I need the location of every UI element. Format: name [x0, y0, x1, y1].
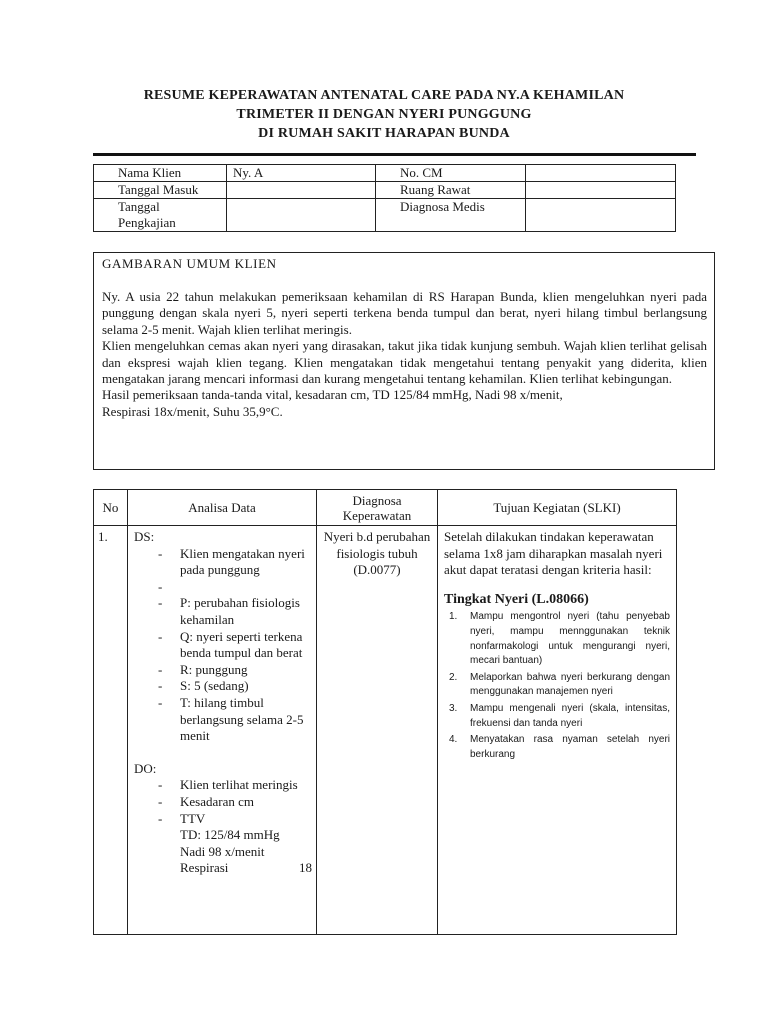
document-title — [0, 86, 768, 143]
nama-klien-label: Nama Klien — [94, 165, 227, 182]
tanggal-pengkajian-label-line-1: Tanggal — [118, 199, 160, 214]
diagnosa-medis-value — [526, 199, 676, 232]
bullet-dash: - — [158, 793, 163, 809]
bullet-dash: - — [158, 777, 163, 793]
gambaran-paragraph-3-line-1: Hasil pemeriksaan tanda-tanda vital, kesadaran cm, TD 125/84 mmHg, Nadi 98 x/menit, — [102, 387, 563, 403]
list-item — [158, 595, 312, 628]
header-no: No — [94, 490, 128, 526]
ds-label: DS: — [134, 529, 155, 544]
tanggal-masuk-value — [227, 182, 376, 199]
kriteria-text: Mampu mengenali nyeri (skala, intensitas, frekuensi dan tanda nyeri — [470, 702, 670, 729]
kriteria-text: Menyatakan rasa nyaman setelah nyeri berkurang — [470, 734, 670, 760]
title-line-2: TRIMETER II DENGAN NYERI PUNGGUNG — [236, 107, 532, 122]
list-item — [444, 671, 670, 700]
header-diagnosa-line-1: Diagnosa — [352, 492, 402, 508]
bullet-dash: - — [158, 810, 163, 826]
gambaran-umum-text — [102, 289, 707, 420]
diagnosa-medis-label: Diagnosa Medis — [376, 199, 526, 232]
kriteria-number: 3. — [449, 702, 458, 714]
ds-item-text: Klien mengatakan nyeri pada punggung — [180, 545, 305, 578]
info-row-1 — [94, 165, 676, 182]
header-diagnosa-line-2: Keperawatan — [342, 507, 412, 523]
ruang-rawat-value — [526, 182, 676, 199]
list-item — [158, 811, 312, 877]
do-item-text: TTV — [180, 810, 206, 826]
list-item — [444, 733, 670, 762]
ds-item-text: Q: nyeri seperti terkena benda tumpul dan berat — [180, 628, 303, 661]
bullet-dash: - — [158, 595, 163, 611]
analisa-header-row — [94, 490, 677, 526]
ruang-rawat-label: Ruang Rawat — [376, 182, 526, 199]
kriteria-list — [444, 610, 670, 762]
ttv-td: TD: 125/84 mmHg — [180, 827, 280, 843]
ttv-respirasi-label: Respirasi — [180, 860, 229, 876]
tanggal-pengkajian-value — [227, 199, 376, 232]
title-line-1: RESUME KEPERAWATAN ANTENATAL CARE PADA NY.A KEHAMILAN — [143, 88, 625, 103]
tujuan-intro: Setelah dilakukan tindakan keperawatan selama 1x8 jam diharapkan masalah nyeri akut dapat teratasi dengan kriteria hasil: — [444, 529, 663, 578]
kriteria-number: 2. — [449, 671, 458, 683]
tanggal-pengkajian-label — [94, 199, 227, 232]
list-item — [158, 695, 312, 745]
ds-list — [134, 546, 312, 745]
kriteria-text: Mampu mengontrol nyeri (tahu penyebab nyeri, mampu mennggunakan teknik nonfarmakologi untuk mengurangi nyeri, mecari bantuan) — [470, 611, 670, 667]
kriteria-number: 1. — [449, 611, 458, 623]
tujuan-cell — [438, 526, 677, 935]
kriteria-text: Melaporkan bahwa nyeri berkurang dengan menggunakan manajemen nyeri — [470, 671, 670, 698]
list-item — [158, 579, 312, 596]
tujuan-subtitle: Tingkat Nyeri (L.08066) — [444, 591, 589, 607]
no-cm-value — [526, 165, 676, 182]
nama-klien-value: Ny. A — [227, 165, 376, 182]
ttv-respirasi-value: 18 — [299, 860, 312, 876]
list-item — [444, 702, 670, 731]
ttv-nadi: Nadi 98 x/menit — [180, 843, 265, 859]
client-info-table — [93, 164, 676, 232]
bullet-dash: - — [158, 694, 163, 710]
ttv-respirasi — [180, 860, 312, 877]
info-row-3 — [94, 199, 676, 232]
do-list — [134, 777, 312, 877]
analisa-row-1 — [94, 526, 677, 935]
gambaran-umum-box — [93, 252, 715, 470]
ds-item-text: T: hilang timbul berlangsung selama 2-5 menit — [180, 694, 304, 744]
tanggal-masuk-label: Tanggal Masuk — [94, 182, 227, 199]
header-diagnosa — [317, 490, 438, 526]
bullet-dash: - — [158, 628, 163, 644]
tanggal-pengkajian-label-line-2: Pengkajian — [118, 215, 176, 230]
bullet-dash: - — [158, 578, 163, 594]
list-item — [158, 777, 312, 794]
bullet-dash: - — [158, 545, 163, 561]
gambaran-umum-heading: GAMBARAN UMUM KLIEN — [102, 256, 277, 271]
list-item — [158, 678, 312, 695]
gambaran-paragraph-1: Ny. A usia 22 tahun melakukan pemeriksaan kehamilan di RS Harapan Bunda, klien mengeluhkan nyeri pada punggung dengan skala nyeri 5, nyeri seperti terkena benda tumpul dan berat, nyeri hilang timbul berlangsung selama 2-5 menit. Wajah klien terlihat meringis. — [102, 289, 707, 337]
list-item — [158, 629, 312, 662]
header-analisa-data: Analisa Data — [128, 490, 317, 526]
analisa-table — [93, 489, 677, 935]
do-item-text: Klien terlihat meringis — [180, 777, 298, 793]
do-label: DO: — [134, 760, 157, 776]
list-item — [158, 662, 312, 679]
gambaran-paragraph-3-line-2: Respirasi 18x/menit, Suhu 35,9°C. — [102, 403, 283, 419]
list-item — [158, 546, 312, 579]
no-cm-label: No. CM — [376, 165, 526, 182]
row-number: 1. — [94, 526, 128, 935]
kriteria-number: 4. — [449, 734, 458, 746]
ds-item-text: P: perubahan fisiologis kehamilan — [180, 595, 300, 627]
do-item-text: Kesadaran cm — [180, 793, 254, 809]
title-line-3: DI RUMAH SAKIT HARAPAN BUNDA — [258, 126, 510, 141]
analisa-data-cell — [128, 526, 317, 935]
diagnosa-cell: Nyeri b.d perubahan fisiologis tubuh (D.0077) — [317, 526, 438, 935]
title-divider — [93, 153, 696, 156]
info-row-2 — [94, 182, 676, 199]
header-tujuan: Tujuan Kegiatan (SLKI) — [438, 490, 677, 526]
bullet-dash: - — [158, 661, 163, 677]
ds-item-text: S: 5 (sedang) — [180, 678, 249, 694]
bullet-dash: - — [158, 678, 163, 694]
list-item — [444, 610, 670, 668]
ds-item-text: R: punggung — [180, 661, 248, 677]
gambaran-paragraph-2: Klien mengeluhkan cemas akan nyeri yang dirasakan, takut jika tidak kunjung sembuh. Wajah klien terlihat gelisah dan ekspresi wajah klien tegang. Klien mengatakan tidak mengetahui tentang penyakit yang diderita, klien mengatakan jarang mencari informasi dan kurang mengetahui tentang kehamilan. Klien terlihat kebingungan. — [102, 338, 707, 387]
list-item — [158, 794, 312, 811]
